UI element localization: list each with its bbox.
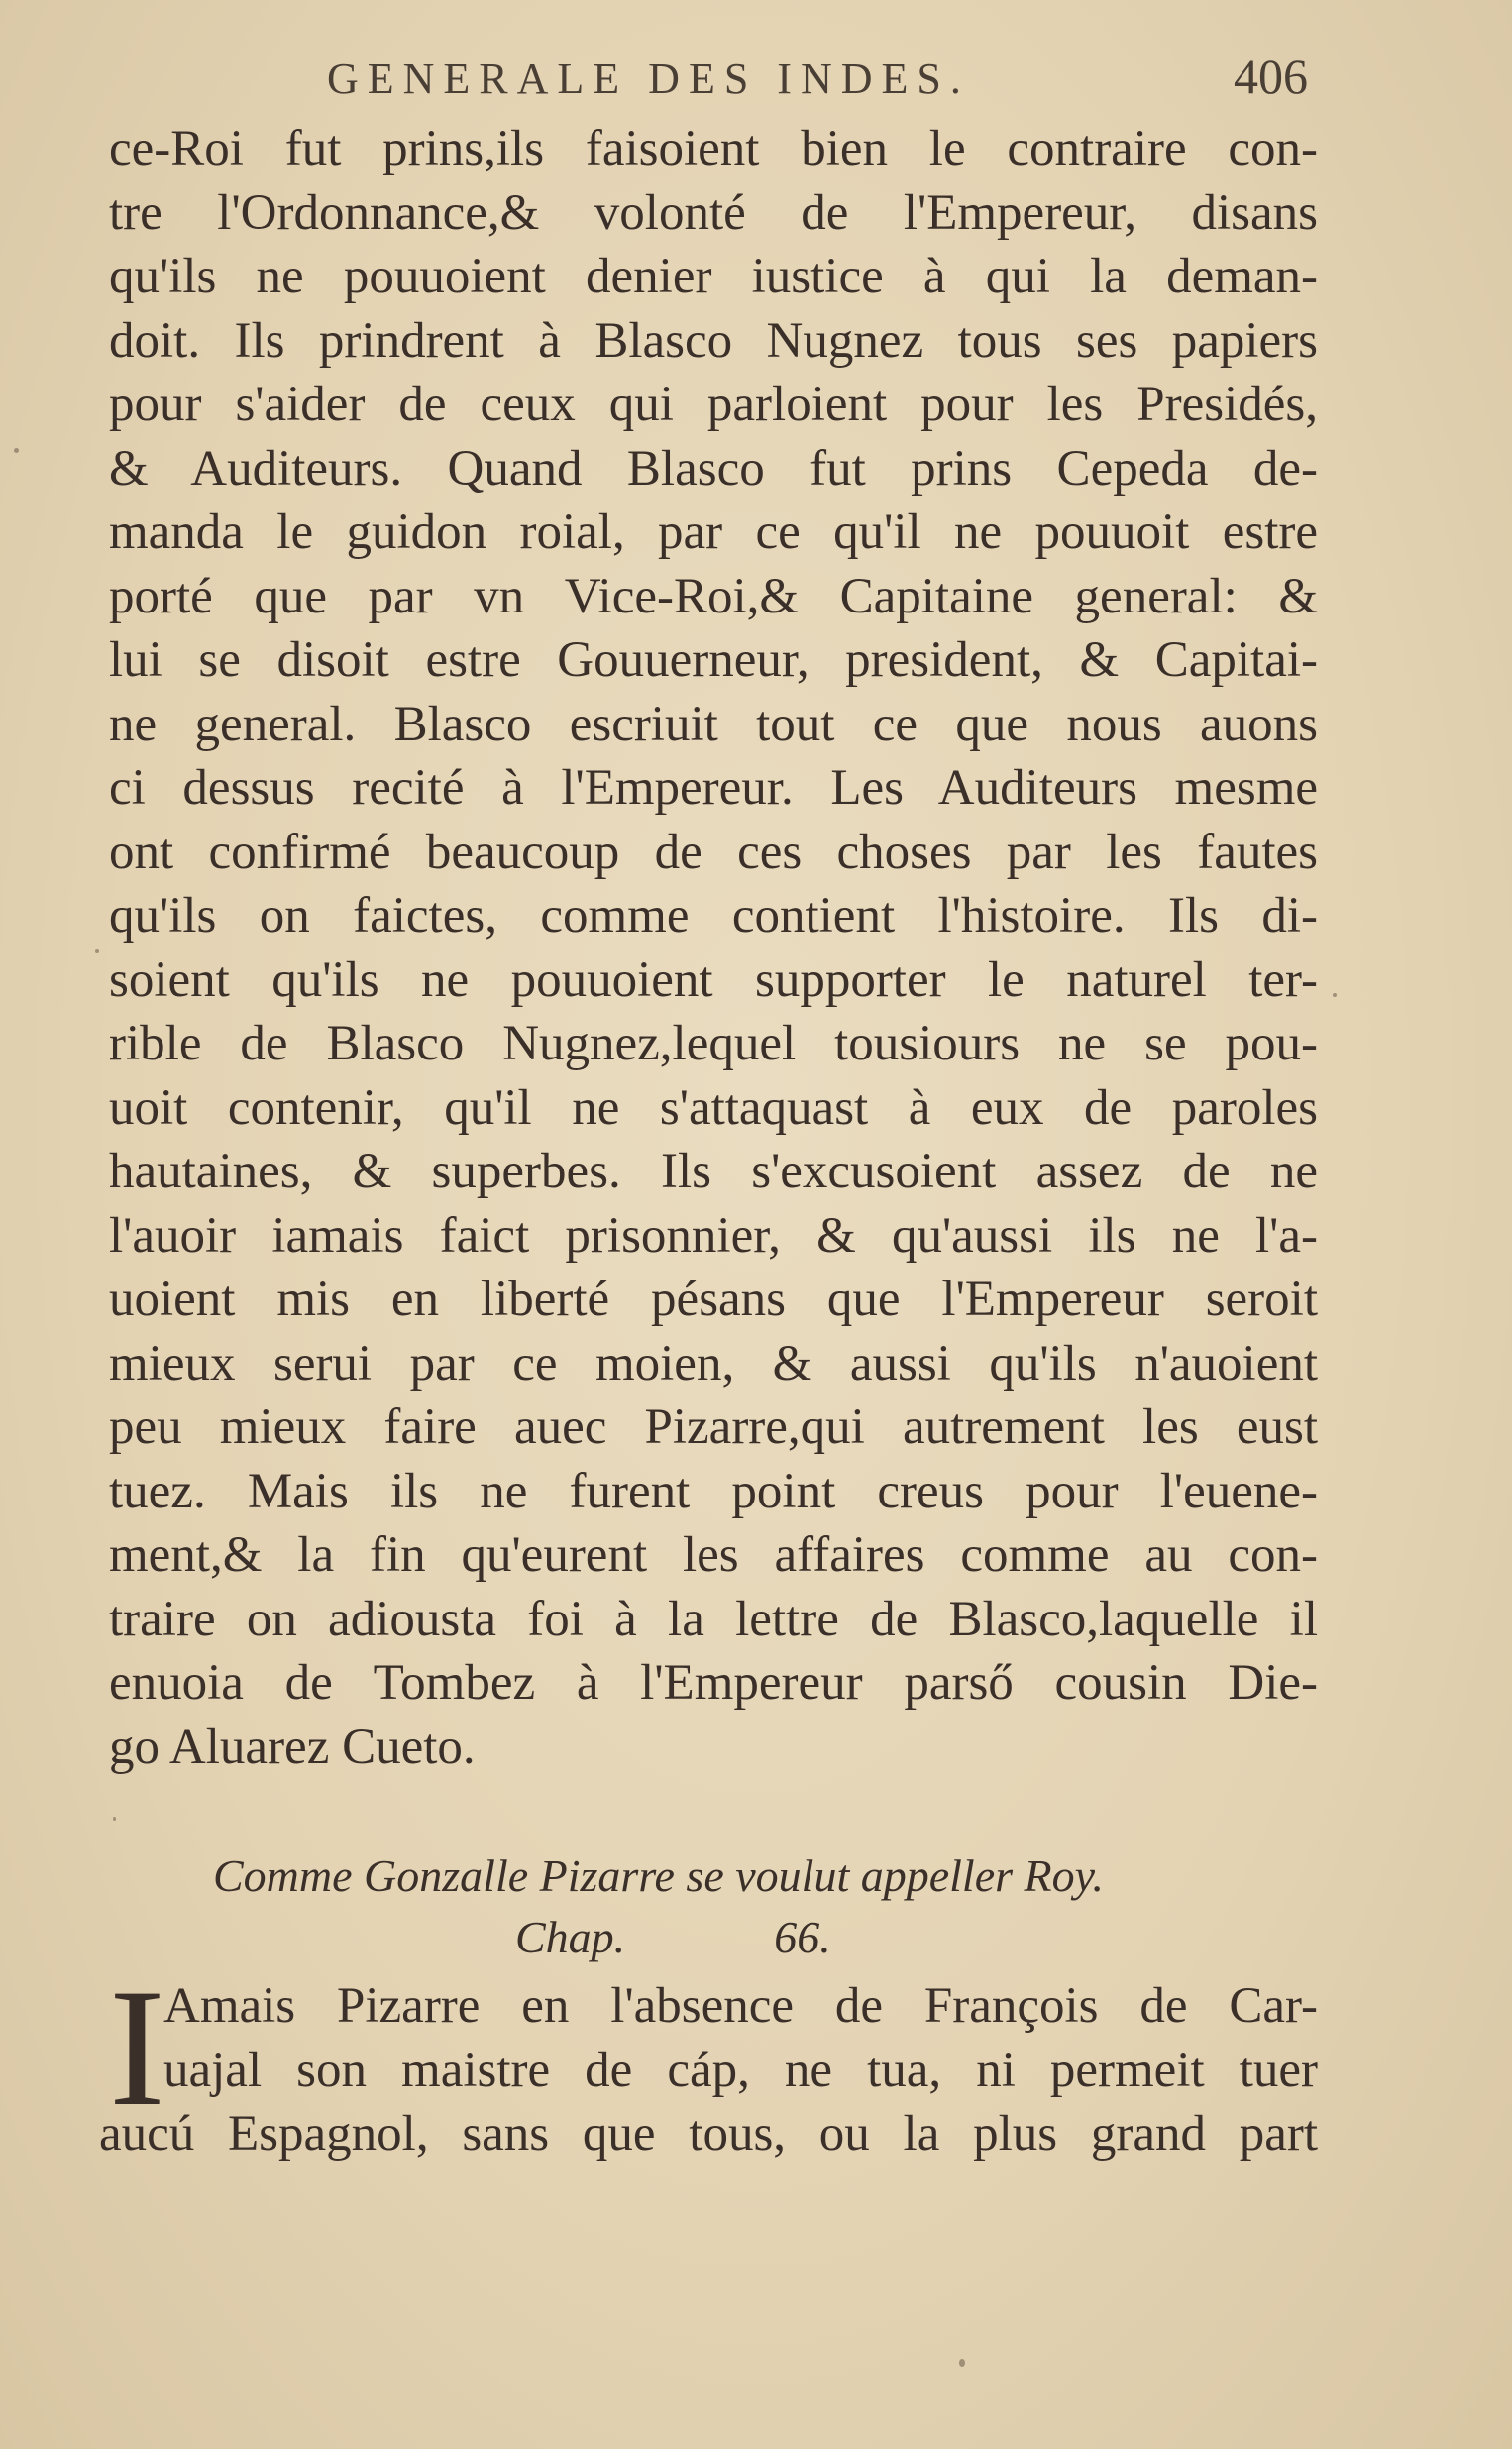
page-header (327, 48, 1328, 117)
chapter-number-value: 66. (774, 1912, 831, 1962)
paper-speck (1333, 993, 1337, 997)
paper-speck (95, 949, 99, 953)
text-line: traire on adiousta foi à la lettre de Blasco,laquelle il (109, 1591, 1318, 1647)
text-line: soient qu'ils ne pouuoient supporter le naturel ter- (109, 951, 1318, 1008)
text-line: ce-Roi fut prins,ils faisoient bien le contraire con- (109, 121, 1318, 176)
text-line: enuoia de Tombez à l'Empereur parső cousin Die- (109, 1655, 1318, 1711)
text-line: manda le guidon roial, par ce qu'il ne pouuoit estre (109, 504, 1318, 560)
text-line: qu'ils on faictes, comme contient l'histoire. Ils di- (109, 888, 1318, 944)
text-line: qu'ils ne pouuoient denier iustice à qui la deman- (109, 249, 1318, 304)
chapter-text-block (99, 1954, 1318, 2167)
drop-cap-initial: I (109, 1954, 165, 2141)
text-line: tuez. Mais ils ne furent point creus pour l'euene- (109, 1463, 1318, 1519)
text-line: uoit contenir, qu'il ne s'attaquast à eux de paroles (109, 1079, 1318, 1136)
paper-speck (959, 2359, 965, 2367)
page-number: 406 (1234, 49, 1308, 104)
chapter-heading: Comme Gonzalle Pizarre se voulut appeller Roy. (213, 1850, 1104, 1901)
text-line: l'auoir iamais faict prisonnier, & qu'aussi ils ne l'a- (109, 1207, 1318, 1264)
text-line: peu mieux faire auec Pizarre,qui autrement les eust (109, 1399, 1318, 1455)
text-line: ne general. Blasco escriuit tout ce que nous auons (109, 696, 1318, 752)
text-line: porté que par vn Vice-Roi,& Capitaine general: & (109, 568, 1318, 624)
paper-speck (113, 1817, 116, 1821)
text-line: rible de Blasco Nugnez,lequel tousiours ne se pou- (109, 1016, 1318, 1071)
text-line: hautaines, & superbes. Ils s'excusoient assez de ne (109, 1144, 1318, 1199)
text-line: mieux serui par ce moien, & aussi qu'ils n'auoient (109, 1335, 1318, 1391)
text-line: doit. Ils prindrent à Blasco Nugnez tous ses papiers (109, 312, 1318, 369)
text-line: & Auditeurs. Quand Blasco fut prins Cepeda de- (109, 440, 1318, 497)
text-line: ont confirmé beaucoup de ces choses par les fautes (109, 824, 1318, 880)
text-line: uajal son maistre de cáp, ne tua, ni permeit tuer (163, 2042, 1318, 2098)
text-line: aucú Espagnol, sans que tous, ou la plus grand part (99, 2106, 1318, 2162)
chapter-label: Chap. (515, 1912, 626, 1962)
text-line: lui se disoit estre Gouuerneur, president, & Capitai- (109, 632, 1318, 688)
chapter-number (515, 1907, 1011, 1968)
text-line: Amais Pizarre en l'absence de François de Car- (163, 1978, 1318, 2034)
paper-speck (14, 448, 19, 453)
text-line: pour s'aider de ceux qui parloient pour les Presidés, (109, 377, 1318, 432)
text-line: go Aluarez Cueto. (109, 1719, 476, 1775)
main-text-block (109, 117, 1318, 1779)
text-line: uoient mis en liberté pésans que l'Empereur seroit (109, 1272, 1318, 1327)
text-line: ment,& la fin qu'eurent les affaires comme au con- (109, 1527, 1318, 1583)
running-head: GENERALE DES INDES. (327, 55, 970, 103)
text-line: tre l'Ordonnance,& volonté de l'Empereur, disans (109, 184, 1318, 241)
text-line: ci dessus recité à l'Empereur. Les Auditeurs mesme (109, 760, 1318, 816)
